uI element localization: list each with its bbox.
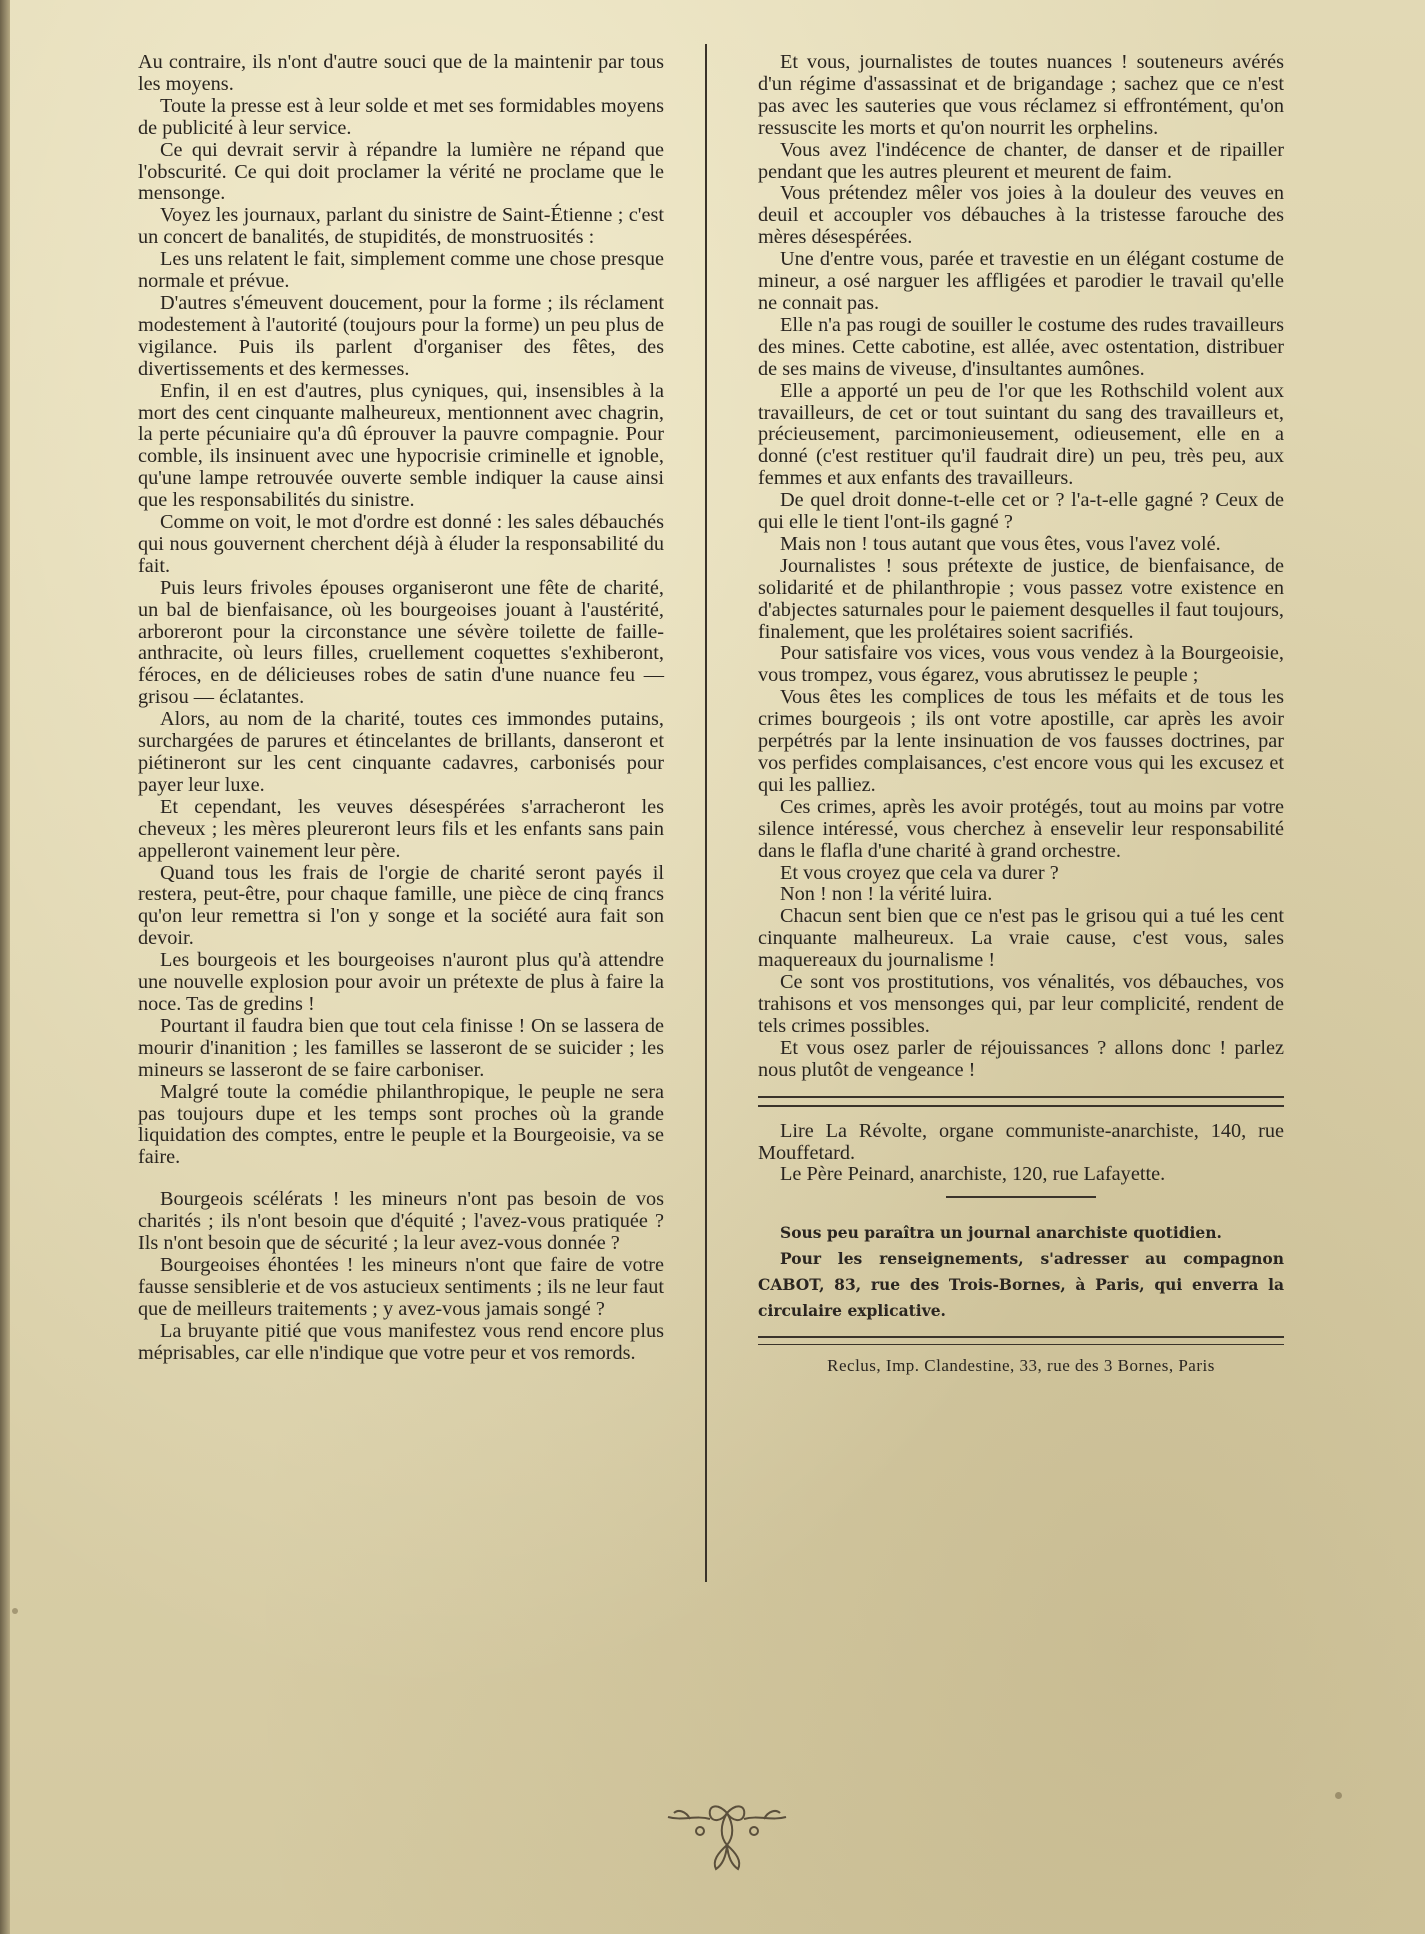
paragraph: Puis leurs frivoles épouses organiseront une fête de charité, un bal de bienfaisance, où les bourgeoises jouant à l'austérité, arboreront pour la circonstance une sévère toilette de faille-anthracite, où leurs filles, cruellement coquettes s'exhiberont, féroces, en de délicieuses robes de satin d'une nuance feu — grisou — éclatantes. [138,576,664,709]
paragraph: Vous avez l'indécence de chanter, de danser et de ripailler pendant que les autres pleurent et meurent de faim. [758,138,1284,183]
double-rule [758,1096,1284,1107]
paragraph: Mais non ! tous autant que vous êtes, vous l'avez volé. [780,532,1221,555]
advert-pere-peinard: Le Père Peinard, anarchiste, 120, rue Lafayette. [780,1163,1166,1186]
paragraph: Alors, au nom de la charité, toutes ces immondes putains, surchargées de parures et étincelantes de brillants, danseront et piétineront sur les cent cinquante cadavres, carbonisés pour payer leur luxe. [138,708,664,796]
paragraph: Les uns relatent le fait, simplement comme une chose presque normale et prévue. [138,248,664,293]
paragraph: Quand tous les frais de l'orgie de charité seront payés il restera, peut-être, pour chaque famille, une pièce de cinq francs qu'on leur remettra si l'on y songe et la société aura fait son devoir. [138,861,664,950]
paragraph: Vous prétendez mêler vos joies à la douleur des veuves en deuil et accoupler vos débauches à la tristesse farouche des mères désespérées. [758,182,1284,249]
paragraph: Elle a apporté un peu de l'or que les Rothschild volent aux travailleurs, de cet or tout suintant du sang des travailleurs et, précieusement, parcimonieusement, odieusement, elle en a donné (c'est restituer qu'il faudrait dire) un peu, très peu, aux femmes et aux enfants des travailleurs. [758,379,1284,490]
paragraph: Comme on voit, le mot d'ordre est donné : les sales débauchés qui nous gouvernent cherchent déjà à éluder la responsabilité du fait. [138,511,664,577]
paragraph: Ce qui devrait servir à répandre la lumière ne répand que l'obscurité. Ce qui doit proclamer la vérité ne proclame que le mensonge. [138,138,664,205]
paragraph: La bruyante pitié que vous manifestez vous rend encore plus méprisables, car elle n'indique que votre peur et vos remords. [138,1319,664,1364]
advert-la-revolte: Lire La Révolte, organe communiste-anarchiste, 140, rue Mouffetard. [758,1119,1284,1164]
notice-block [758,1220,1284,1324]
paragraph: Et cependant, les veuves désespérées s'arracheront les cheveux ; les mères pleureront leurs fils et les enfants sans pain appelleront vainement leur père. [138,795,664,862]
bottom-rule [758,1336,1284,1345]
paragraph: Enfin, il en est d'autres, plus cyniques, qui, insensibles à la mort des cent cinquante malheureux, mentionnent avec chagrin, la perte pécuniaire qu'a dû éprouver la pauvre compagnie. Pour comble, ils insinuent avec une hypocrisie criminelle et ignoble, qu'une lampe retrouvée ouverte semble indiquer la cause ainsi que les responsabilités du sinistre. [138,379,664,512]
right-column [758,52,1284,1377]
paragraph: Une d'entre vous, parée et travestie en un élégant costume de mineur, a osé narguer les affligées et parodier le travail qu'elle ne connait pas. [758,248,1284,314]
paragraph: Toute la presse est à leur solde et met ses formidables moyens de publicité à leur service. [138,94,664,139]
left-column [138,52,664,1364]
paragraph: Pour satisfaire vos vices, vous vous vendez à la Bourgeoisie, vous trompez, vous égarez, vous abrutissez le peuple ; [758,642,1284,687]
column-divider [705,44,707,1582]
paragraph: Et vous, journalistes de toutes nuances ! souteneurs avérés d'un régime d'assassinat et de brigandage ; sachez que ce n'est pas avec les sauteries que vous réclamez si effrontément, qu'on ressuscite les morts et qu'on nourrit les orphelins. [758,51,1284,139]
paragraph: Elle n'a pas rougi de souiller le costume des rudes travailleurs des mines. Cette cabotine, est allée, avec ostentation, distribuer de ses mains de viveuse, d'insultantes aumônes. [758,313,1284,380]
printer-imprint: Reclus, Imp. Clandestine, 33, rue des 3 Bornes, Paris [827,1356,1215,1376]
paragraph: Ce sont vos prostitutions, vos vénalités, vos débauches, vos trahisons et vos mensonges qui, par leur complicité, rendent de tels crimes possibles. [758,971,1284,1037]
notice-line: Pour les renseignements, s'adresser au compagnon CABOT, 83, rue des Trois-Bornes, à Paris, qui enverra la circulaire explicative. [758,1249,1284,1321]
notice-line: Sous peu paraîtra un journal anarchiste quotidien. [780,1223,1222,1243]
ink-spot [1335,1792,1342,1799]
ink-spot [12,1608,18,1614]
paragraph: Malgré toute la comédie philanthropique, le peuple ne sera pas toujours dupe et les temps sont proches où la grande liquidation des comptes, entre le peuple et la Bourgeoisie, va se faire. [138,1080,664,1169]
paragraph: Bourgeoises éhontées ! les mineurs n'ont que faire de votre fausse sensiblerie et de vos astucieux sentiments ; ils ne leur faut que de meilleurs traitements ; y avez-vous jamais songé ? [138,1253,664,1320]
paragraph: Chacun sent bien que ce n'est pas le grisou qui a tué les cent cinquante malheureux. La vraie cause, c'est vous, sales maquereaux du journalisme ! [758,905,1284,972]
paragraph: Au contraire, ils n'ont d'autre souci que de la maintenir par tous les moyens. [138,51,664,95]
paragraph: Pourtant il faudra bien que tout cela finisse ! On se lassera de mourir d'inanition ; les familles se lasseront de se suicider ; les mineurs se lasseront de se faire carboniser. [138,1014,664,1081]
paragraph: Et vous croyez que cela va durer ? [780,861,1059,884]
paragraph: Les bourgeois et les bourgeoises n'auront plus qu'à attendre une nouvelle explosion pour avoir un prétexte de plus à faire la noce. Tas de gredins ! [138,949,664,1015]
short-rule [946,1196,1096,1198]
paragraph: Et vous osez parler de réjouissances ? allons donc ! parlez nous plutôt de vengeance ! [758,1036,1284,1081]
paragraph: Non ! non ! la vérité luira. [780,883,993,906]
paragraph: De quel droit donne-t-elle cet or ? l'a-t-elle gagné ? Ceux de qui elle le tient l'ont-ils gagné ? [758,489,1284,534]
floral-ornament-icon [660,1795,795,1875]
paragraph: Vous êtes les complices de tous les méfaits et de tous les crimes bourgeois ; ils ont votre apostille, car après les avoir perpétrés par la lente insinuation de vos fausses doctrines, par vos perfides complaisances, c'est encore vous qui les excusez et qui les palliez. [758,686,1284,796]
paragraph: D'autres s'émeuvent doucement, pour la forme ; ils réclament modestement à l'autorité (toujours pour la forme) un peu plus de vigilance. Puis ils parlent d'organiser des fêtes, des divertissements et des kermesses. [138,291,664,380]
paragraph: Voyez les journaux, parlant du sinistre de Saint-Étienne ; c'est un concert de banalités, de stupidités, de monstruosités : [138,204,664,249]
paper-edge [0,0,10,1934]
paragraph: Ces crimes, après les avoir protégés, tout au moins par votre silence intéressé, vous cherchez à ensevelir leur responsabilité dans le flafla d'une charité à grand orchestre. [758,795,1284,862]
paragraph: Bourgeois scélérats ! les mineurs n'ont pas besoin de vos charités ; ils n'ont besoin que d'équité ; l'avez-vous pratiquée ? Ils n'ont besoin que de sécurité ; la leur avez-vous donnée ? [138,1188,664,1255]
paragraph: Journalistes ! sous prétexte de justice, de bienfaisance, de solidarité et de philanthropie ; vous passez votre existence en d'abjectes saturnales pour le paiement desquelles il faut toujours, finalement, que les prolétaires soient sacrifiés. [758,554,1284,643]
